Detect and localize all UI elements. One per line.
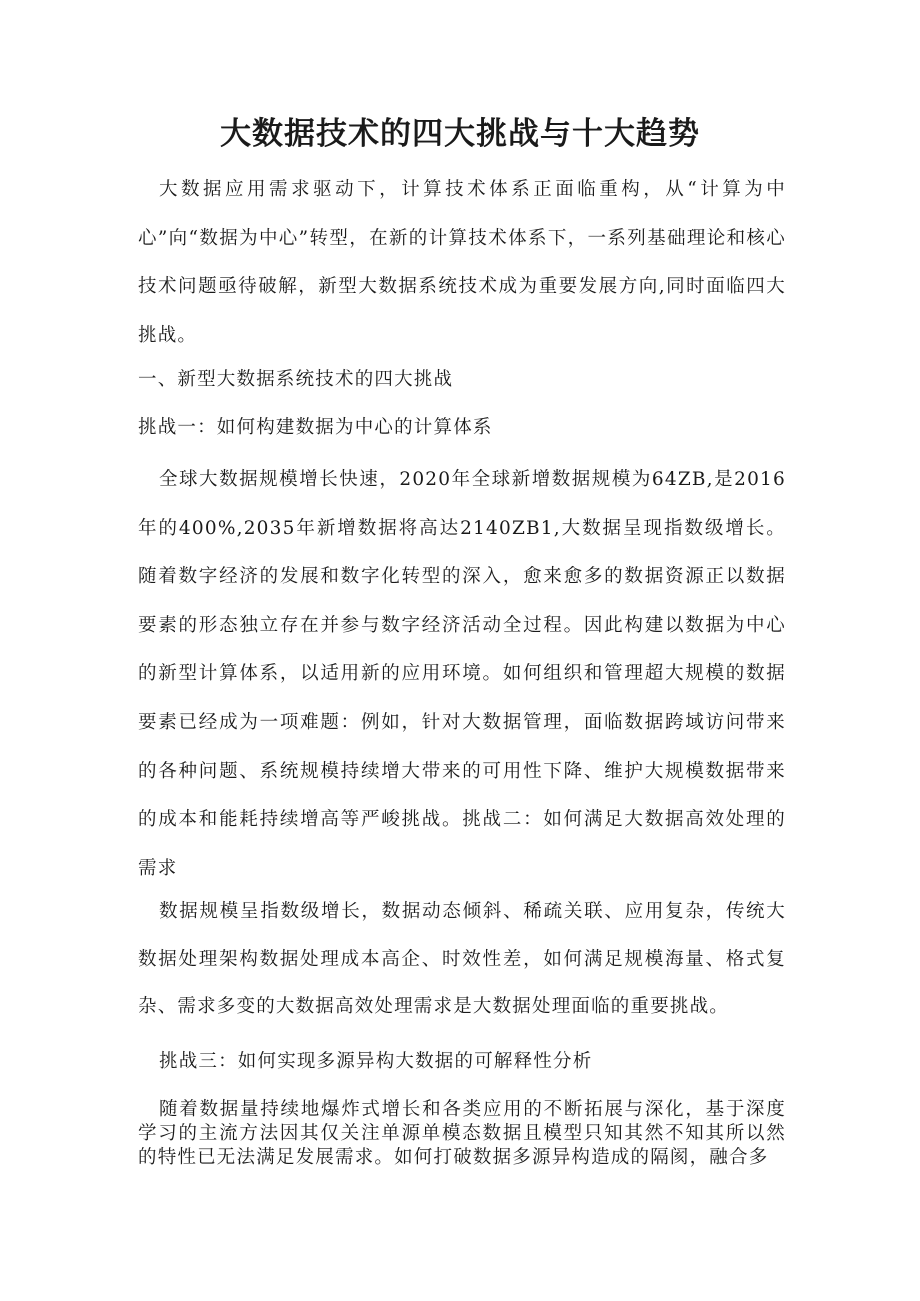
challenge-3-heading: 挑战三：如何实现多源异构大数据的可解释性分析 (159, 1051, 593, 1072)
challenge-1-heading: 挑战一：如何构建数据为中心的计算体系 (138, 417, 493, 438)
section-heading-challenges: 一、新型大数据系统技术的四大挑战 (138, 369, 454, 390)
challenge-1-paragraph: 全球大数据规模增长快速，2020年全球新增数据规模为64ZB,是2016年的400%,2035年新增数据将高达2140ZB1,大数据呈现指数级增长。随着数字经济的发展和数字化转型的深入，愈来愈多的数据资源正以数据要素的形态独立存在并参与数字经济活动全过程。因此构建以数据为中心的新型计算体系，以适用新的应用环境。如何组织和管理超大规模的数据要素已经成为一项难题：例如，针对大数据管理，面临数据跨域访问带来的各种问题、系统规模持续增大带来的可用性下降、维护大规模数据带来的成本和能耗持续增高等严峻挑战。挑战二：如何满足大数据高效处理的需求 (138, 469, 786, 879)
challenge-3-paragraph: 随着数据量持续地爆炸式增长和各类应用的不断拓展与深化，基于深度学习的主流方法因其仅关注单源单模态数据且模型只知其然不知其所以然的特性已无法满足发展需求。如何打破数据多源异构造成的隔阂，融合多 (138, 1099, 786, 1168)
intro-paragraph: 大数据应用需求驱动下，计算技术体系正面临重构，从“计算为中心”向“数据为中心”转型，在新的计算技术体系下，一系列基础理论和核心技术问题亟待破解，新型大数据系统技术成为重要发展方向,同时面临四大挑战。 (138, 179, 786, 346)
document-title: 大数据技术的四大挑战与十大趋势 (220, 116, 700, 152)
challenge-2-paragraph: 数据规模呈指数级增长，数据动态倾斜、稀疏关联、应用复杂，传统大数据处理架构数据处理成本高企、时效性差，如何满足规模海量、格式复杂、需求多变的大数据高效处理需求是大数据处理面临的重要挑战。 (138, 901, 786, 1017)
